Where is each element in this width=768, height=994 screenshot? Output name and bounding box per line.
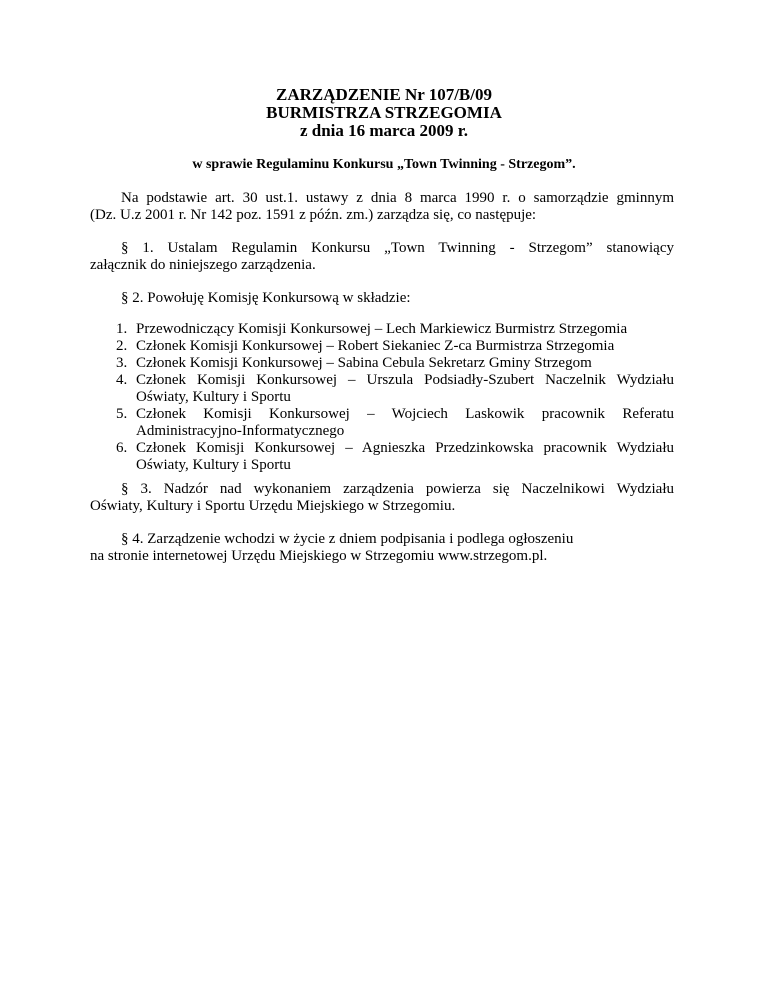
section-2-intro [90, 290, 674, 307]
list-item-text: Członek Komisji Konkursowej – Urszula Podsiadły-Szubert Naczelnik Wydziału [136, 372, 674, 388]
list-item-text: Członek Komisji Konkursowej – Wojciech Laskowik pracownik Referatu [136, 406, 674, 422]
section-1-line-1: § 1. Ustalam Regulamin Konkursu „Town Twinning - Strzegom” stanowiący [121, 240, 674, 256]
list-item-number: 6. [116, 440, 128, 456]
list-item-number: 3. [116, 355, 128, 371]
list-item [90, 338, 674, 355]
list-item-text: Członek Komisji Konkursowej – Sabina Cebula Sekretarz Gminy Strzegom [136, 355, 592, 371]
list-item-text: Przewodniczący Komisji Konkursowej – Lech Markiewicz Burmistrz Strzegomia [136, 321, 628, 337]
section-3 [90, 481, 674, 515]
section-3-line-2: Oświaty, Kultury i Sportu Urzędu Miejskiego w Strzegomiu. [90, 498, 456, 514]
section-4-line-1: § 4. Zarządzenie wchodzi w życie z dniem podpisania i podlega ogłoszeniu [121, 531, 574, 547]
section-4-line-2: na stronie internetowej Urzędu Miejskiego w Strzegomiu www.strzegom.pl. [90, 548, 548, 564]
list-item-text-continued: Oświaty, Kultury i Sportu [136, 457, 291, 473]
list-item [90, 406, 674, 440]
list-item [90, 355, 674, 372]
document-subject: w sprawie Regulaminu Konkursu „Town Twinning - Strzegom”. [192, 157, 576, 172]
section-1 [90, 240, 674, 274]
commission-members-list [90, 321, 674, 474]
section-4 [90, 531, 674, 565]
section-3-line-1: § 3. Nadzór nad wykonaniem zarządzenia powierza się Naczelnikowi Wydziału [121, 481, 674, 497]
section-2-intro-text: § 2. Powołuję Komisję Konkursową w składzie: [121, 290, 411, 306]
list-item-text-continued: Oświaty, Kultury i Sportu [136, 389, 291, 405]
title-line-2: BURMISTRZA STRZEGOMIA [266, 103, 502, 122]
list-item-text-continued: Administracyjno-Informatycznego [136, 423, 345, 439]
preamble [90, 190, 674, 224]
list-item [90, 372, 674, 406]
list-item-text: Członek Komisji Konkursowej – Agnieszka Przedzinkowska pracownik Wydziału [136, 440, 674, 456]
list-item-number: 2. [116, 338, 128, 354]
title-line-3: z dnia 16 marca 2009 r. [299, 121, 469, 140]
list-item-number: 4. [116, 372, 128, 388]
list-item [90, 321, 674, 338]
list-item-number: 1. [116, 321, 128, 337]
preamble-line-1: Na podstawie art. 30 ust.1. ustawy z dnia 8 marca 1990 r. o samorządzie gminnym [121, 190, 674, 206]
document-title [0, 86, 768, 140]
title-line-1: ZARZĄDZENIE Nr 107/B/09 [276, 85, 492, 104]
preamble-line-2: (Dz. U.z 2001 r. Nr 142 poz. 1591 z późn. zm.) zarządza się, co następuje: [90, 207, 537, 223]
list-item-text: Członek Komisji Konkursowej – Robert Siekaniec Z-ca Burmistrza Strzegomia [136, 338, 615, 354]
list-item-number: 5. [116, 406, 128, 422]
section-1-line-2: załącznik do niniejszego zarządzenia. [90, 257, 316, 273]
list-item [90, 440, 674, 474]
